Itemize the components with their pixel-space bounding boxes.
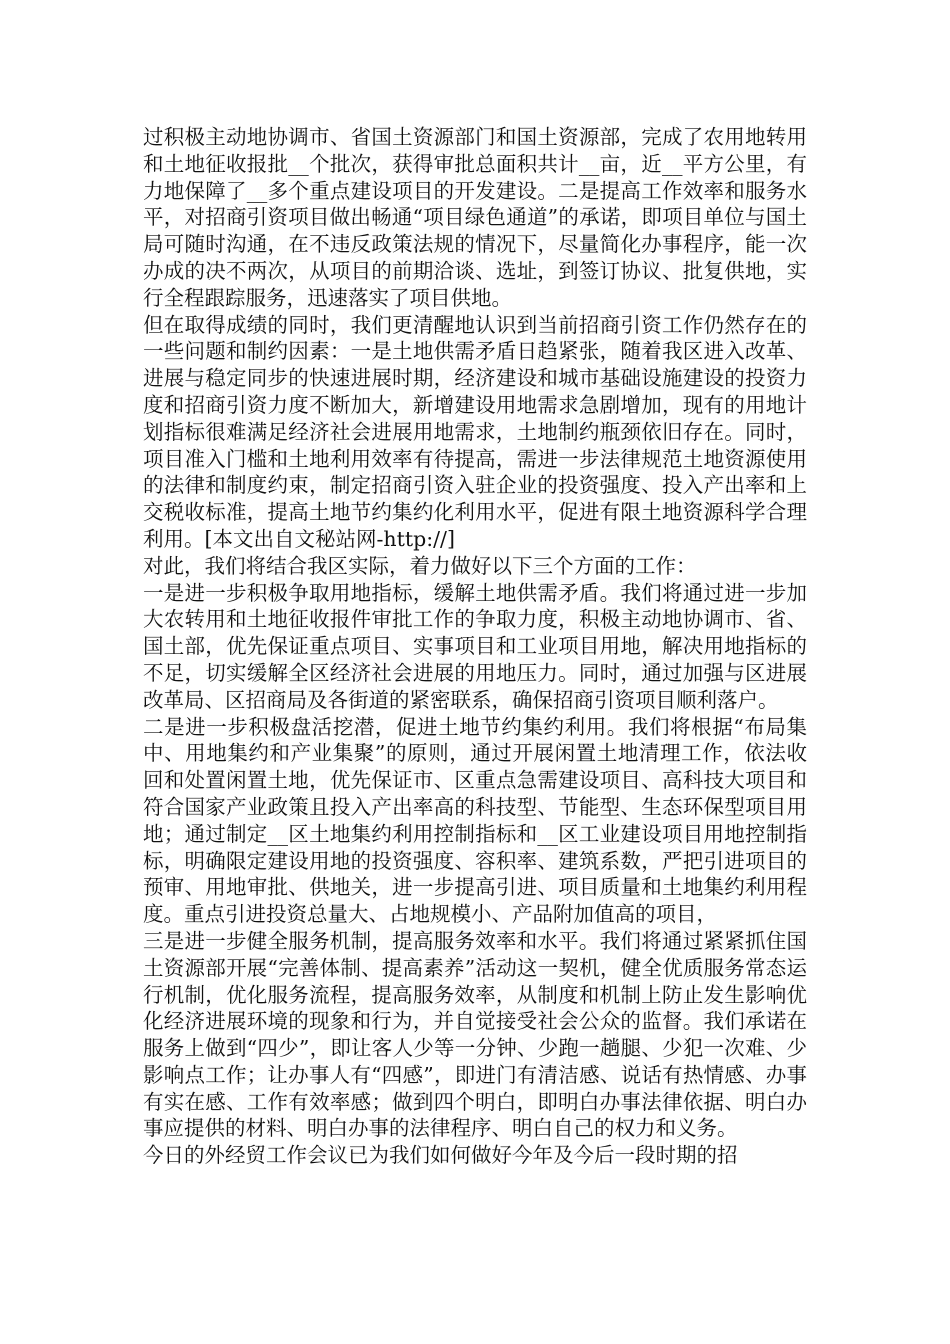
paragraph-4: 一是进一步积极争取用地指标，缓解土地供需矛盾。我们将通过进一步加大农转用和土地征收报件审批工作的争取力度，积极主动地协调市、省、国土部，优先保证重点项目、实事项目和工业项目用地，解决用地指标的不足，切实缓解全区经济社会进展的用地压力。同时，通过加强与区进展改革局、区招商局及各街道的紧密联系，确保招商引资项目顺利落户。 bbox=[143, 580, 807, 712]
paragraph-7: 今日的外经贸工作会议已为我们如何做好今年及今后一段时期的招 bbox=[143, 1143, 738, 1168]
document-body bbox=[143, 124, 807, 1169]
paragraph-5: 二是进一步积极盘活挖潜，促进土地节约集约利用。我们将根据“布局集中、用地集约和产业集聚”的原则，通过开展闲置土地清理工作，依法收回和处置闲置土地，优先保证市、区重点急需建设项目、高科技大项目和符合国家产业政策且投入产出率高的科技型、节能型、生态环保型项目用地；通过制定__区土地集约利用控制指标和__区工业建设项目用地控制指标，明确限定建设用地的投资强度、容积率、建筑系数，严把引进项目的预审、用地审批、供地关，进一步提高引进、项目质量和土地集约利用程度。重点引进投资总量大、占地规模小、产品附加值高的项目， bbox=[143, 714, 807, 927]
paragraph-2: 但在取得成绩的同时，我们更清醒地认识到当前招商引资工作仍然存在的一些问题和制约因素：一是土地供需矛盾日趋紧张，随着我区进入改革、进展与稳定同步的快速进展时期，经济建设和城市基础设施建设的投资力度和招商引资力度不断加大，新增建设用地需求急剧增加，现有的用地计划指标很难满足经济社会进展用地需求，土地制约瓶颈依旧存在。同时，项目准入门槛和土地利用效率有待提高，需进一步法律规范土地资源使用的法律和制度约束，制定招商引资入驻企业的投资强度、投入产出率和上交税收标准，提高土地节约集约化利用水平，促进有限土地资源科学合理利用。[本文出自文秘站网-http://] bbox=[143, 312, 807, 551]
paragraph-6: 三是进一步健全服务机制，提高服务效率和水平。我们将通过紧紧抓住国土资源部开展“完善体制、提高素养”活动这一契机，健全优质服务常态运行机制，优化服务流程，提高服务效率，从制度和机制上防止发生影响优化经济进展环境的现象和行为，并自觉接受社会公众的监督。我们承诺在服务上做到“四少”，即让客人少等一分钟、少跑一趟腿、少犯一次难、少影响点工作；让办事人有“四感”，即进门有清洁感、说话有热情感、办事有实在感、工作有效率感；做到四个明白，即明白办事法律依据、明白办事应提供的材料、明白办事的法律程序、明白自己的权力和义务。 bbox=[143, 928, 807, 1141]
paragraph-3: 对此，我们将结合我区实际，着力做好以下三个方面的工作： bbox=[143, 553, 697, 578]
paragraph-1: 过积极主动地协调市、省国土资源部门和国土资源部，完成了农用地转用和土地征收报批__个批次，获得审批总面积共计__亩，近__平方公里，有力地保障了__多个重点建设项目的开发建设。二是提高工作效率和服务水平，对招商引资项目做出畅通“项目绿色通道”的承诺，即项目单位与国土局可随时沟通，在不违反政策法规的情况下，尽量简化办事程序，能一次办成的决不两次，从项目的前期洽谈、选址，到签订协议、批复供地，实行全程跟踪服务，迅速落实了项目供地。 bbox=[143, 125, 807, 310]
